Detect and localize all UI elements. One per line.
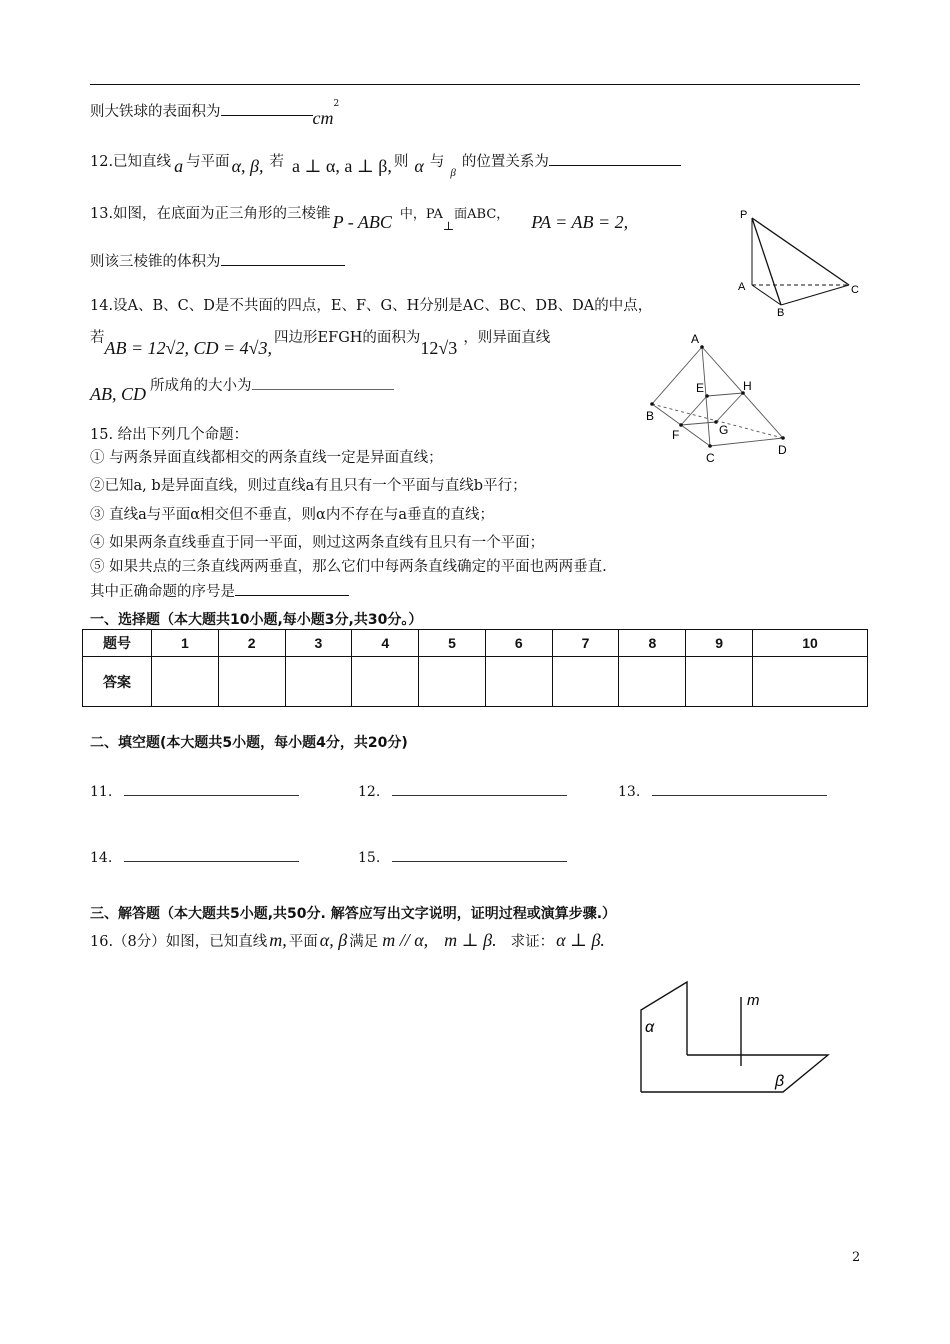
fill-12-blank[interactable] <box>392 783 567 796</box>
fill-13-label: 13. <box>618 784 641 800</box>
q14-blank <box>252 375 394 390</box>
q12-t4: 与 <box>429 154 445 170</box>
header-col-5: 5 <box>419 630 486 657</box>
fill-15-label: 15. <box>358 850 381 866</box>
q15-tail <box>90 580 349 601</box>
page-number: 2 <box>852 1250 861 1265</box>
q13-line2-text: 则该三棱锥的体积为 <box>90 254 221 270</box>
section-3-title: 三、解答题（本大题共5小题,共50分. 解答应写出文字说明，证明过程或演算步骤.） <box>90 906 617 922</box>
q14-line1: 14.设A、B、C、D是不共面的四点，E、F、G、H分别是AC、BC、DB、DA的中点， <box>90 298 653 314</box>
answer-table-row <box>83 657 868 707</box>
q11-exp: 2 <box>333 99 340 110</box>
fill-12 <box>358 783 567 800</box>
q12-t3: 则 <box>393 154 409 170</box>
q12-num: 12.已知直线 <box>90 154 172 170</box>
q14-ruo: 若 <box>90 330 105 346</box>
answer-cell-7[interactable] <box>552 657 619 707</box>
q15-item-2: ②已知a, b是异面直线，则过直线a有且只有一个平面与直线b平行； <box>90 478 527 494</box>
edge-ab <box>752 285 781 305</box>
fill-12-label: 12. <box>358 784 381 800</box>
label-c: C <box>851 284 859 296</box>
label-alpha: α <box>645 1019 655 1036</box>
answer-label: 答案 <box>83 657 152 707</box>
label-m: m <box>747 992 760 1009</box>
edge-pb <box>752 218 781 305</box>
q16-c2: m ⊥ β. <box>444 930 497 950</box>
answer-cell-4[interactable] <box>352 657 419 707</box>
q14-t3: 所成角的大小为 <box>150 378 252 394</box>
edge-bc <box>781 285 849 305</box>
header-col-1: 1 <box>152 630 219 657</box>
header-col-8: 8 <box>619 630 686 657</box>
q14-line3 <box>90 374 394 404</box>
q16-t1: 平面 <box>288 934 318 950</box>
answer-cell-9[interactable] <box>686 657 753 707</box>
q15-item-1: ① 与两条异面直线都相交的两条直线一定是异面直线； <box>90 450 443 466</box>
label-d: D <box>778 443 787 457</box>
q12-alpha: α <box>414 156 424 176</box>
q11-text: 则大铁球的表面积为 <box>90 104 221 120</box>
q16-goal: α ⊥ β. <box>556 930 605 950</box>
q14-line2 <box>90 326 551 358</box>
point-a <box>700 345 704 349</box>
q13-num: 13.如图，在底面为正三角形的三棱锥 <box>90 206 331 222</box>
figure-q16 <box>635 980 835 1100</box>
edge-pc <box>752 218 849 285</box>
section-2-title: 二、填空题(本大题共5小题，每小题4分，共20分) <box>90 735 408 751</box>
header-col-6: 6 <box>485 630 552 657</box>
q12-t5: 的位置关系为 <box>461 154 549 170</box>
answer-table <box>82 629 868 707</box>
answer-cell-1[interactable] <box>152 657 219 707</box>
answer-cell-2[interactable] <box>218 657 285 707</box>
point-g <box>714 420 718 424</box>
edge-ab <box>652 347 705 404</box>
header-col-10: 10 <box>753 630 868 657</box>
answer-table-header <box>83 630 868 657</box>
q13-t2: 面ABC， <box>454 207 510 222</box>
fill-14-blank[interactable] <box>124 849 299 862</box>
point-d <box>781 436 785 440</box>
q13-blank <box>221 251 345 266</box>
label-b: B <box>646 409 655 423</box>
q16-t3: 求证： <box>510 934 555 950</box>
edge-fe <box>681 396 707 425</box>
q12-cond: a ⊥ α, a ⊥ β, <box>291 156 392 176</box>
q12-ab: α, β, <box>231 156 264 176</box>
q16 <box>90 930 605 951</box>
header-rule <box>90 84 860 85</box>
q11-unit: cm <box>312 108 334 128</box>
q11-blank <box>221 101 313 116</box>
q13-perp: ⊥ <box>442 219 455 233</box>
answer-cell-3[interactable] <box>285 657 352 707</box>
point-b <box>650 402 654 406</box>
fill-14 <box>90 849 299 866</box>
edge-cd <box>710 438 783 446</box>
q15-item-3: ③ 直线a与平面α相交但不垂直，则α内不存在与a垂直的直线； <box>90 507 494 523</box>
label-p: P <box>740 209 748 221</box>
q16-t2: 满足 <box>349 934 379 950</box>
q16-c1: m // α, <box>382 930 429 950</box>
header-col-7: 7 <box>552 630 619 657</box>
fill-11 <box>90 783 299 800</box>
q14-t2: ，则异面直线 <box>463 330 551 346</box>
label-g: G <box>719 423 729 437</box>
header-col-3: 3 <box>285 630 352 657</box>
header-col-4: 4 <box>352 630 419 657</box>
q11-tail <box>90 99 340 128</box>
label-c: C <box>706 451 715 465</box>
answer-cell-8[interactable] <box>619 657 686 707</box>
label-a: A <box>738 281 746 293</box>
q12-t2: 若 <box>269 154 284 170</box>
fill-11-label: 11. <box>90 784 113 800</box>
header-label: 题号 <box>83 630 152 657</box>
q13 <box>90 202 629 233</box>
q14-area: 12√3 <box>420 338 458 358</box>
q15-tail-text: 其中正确命题的序号是 <box>90 584 235 600</box>
label-a: A <box>691 332 700 346</box>
q15-blank <box>235 581 349 596</box>
q12-beta: β <box>450 167 456 179</box>
header-col-9: 9 <box>686 630 753 657</box>
header-col-2: 2 <box>218 630 285 657</box>
label-e: E <box>696 381 705 395</box>
fill-13 <box>618 783 827 800</box>
edge-hg <box>716 393 743 422</box>
q12-t1: 与平面 <box>186 154 230 170</box>
fill-11-blank[interactable] <box>124 783 299 796</box>
q14-abcd: AB, CD <box>90 384 146 404</box>
q12 <box>90 150 681 179</box>
q13-line2 <box>90 250 345 271</box>
answer-cell-6[interactable] <box>485 657 552 707</box>
q16-num: 16.（8分）如图，已知直线 <box>90 934 268 950</box>
q16-ab: α, β <box>319 930 348 950</box>
q12-a: a <box>174 156 184 176</box>
fill-15-blank[interactable] <box>392 849 567 862</box>
q16-m: m, <box>269 930 287 950</box>
q15-item-5: ⑤ 如果共点的三条直线两两垂直，那么它们中每两条直线确定的平面也两两垂直. <box>90 559 607 575</box>
q14-cond: AB = 12√2, CD = 4√3, <box>104 338 273 358</box>
edge-eh <box>707 393 743 396</box>
plane-beta <box>641 1055 828 1092</box>
q13-eq: PA = AB = 2, <box>531 212 629 232</box>
label-f: F <box>672 428 680 442</box>
answer-cell-5[interactable] <box>419 657 486 707</box>
fill-13-blank[interactable] <box>652 783 827 796</box>
q15-item-4: ④ 如果两条直线垂直于同一平面，则过这两条直线有且只有一个平面； <box>90 535 545 551</box>
point-f <box>679 423 683 427</box>
q12-blank <box>549 151 681 166</box>
q13-t1: 中，PA <box>399 207 443 222</box>
label-b: B <box>777 307 785 319</box>
fill-15 <box>358 849 567 866</box>
label-beta: β <box>775 1073 785 1090</box>
figure-q14 <box>640 330 810 465</box>
q13-pabc: P - ABC <box>332 212 392 232</box>
point-e <box>705 394 709 398</box>
fill-14-label: 14. <box>90 850 113 866</box>
q14-t1: 四边形EFGH的面积为 <box>274 330 421 346</box>
plane-alpha <box>641 982 687 1092</box>
edge-gf <box>681 422 716 425</box>
label-h: H <box>743 379 752 393</box>
section-1-title: 一、选择题（本大题共10小题,每小题3分,共30分。） <box>90 612 423 628</box>
point-c <box>708 444 712 448</box>
answer-cell-10[interactable] <box>753 657 868 707</box>
figure-q13 <box>735 205 865 320</box>
q15-head: 15. 给出下列几个命题： <box>90 427 249 443</box>
